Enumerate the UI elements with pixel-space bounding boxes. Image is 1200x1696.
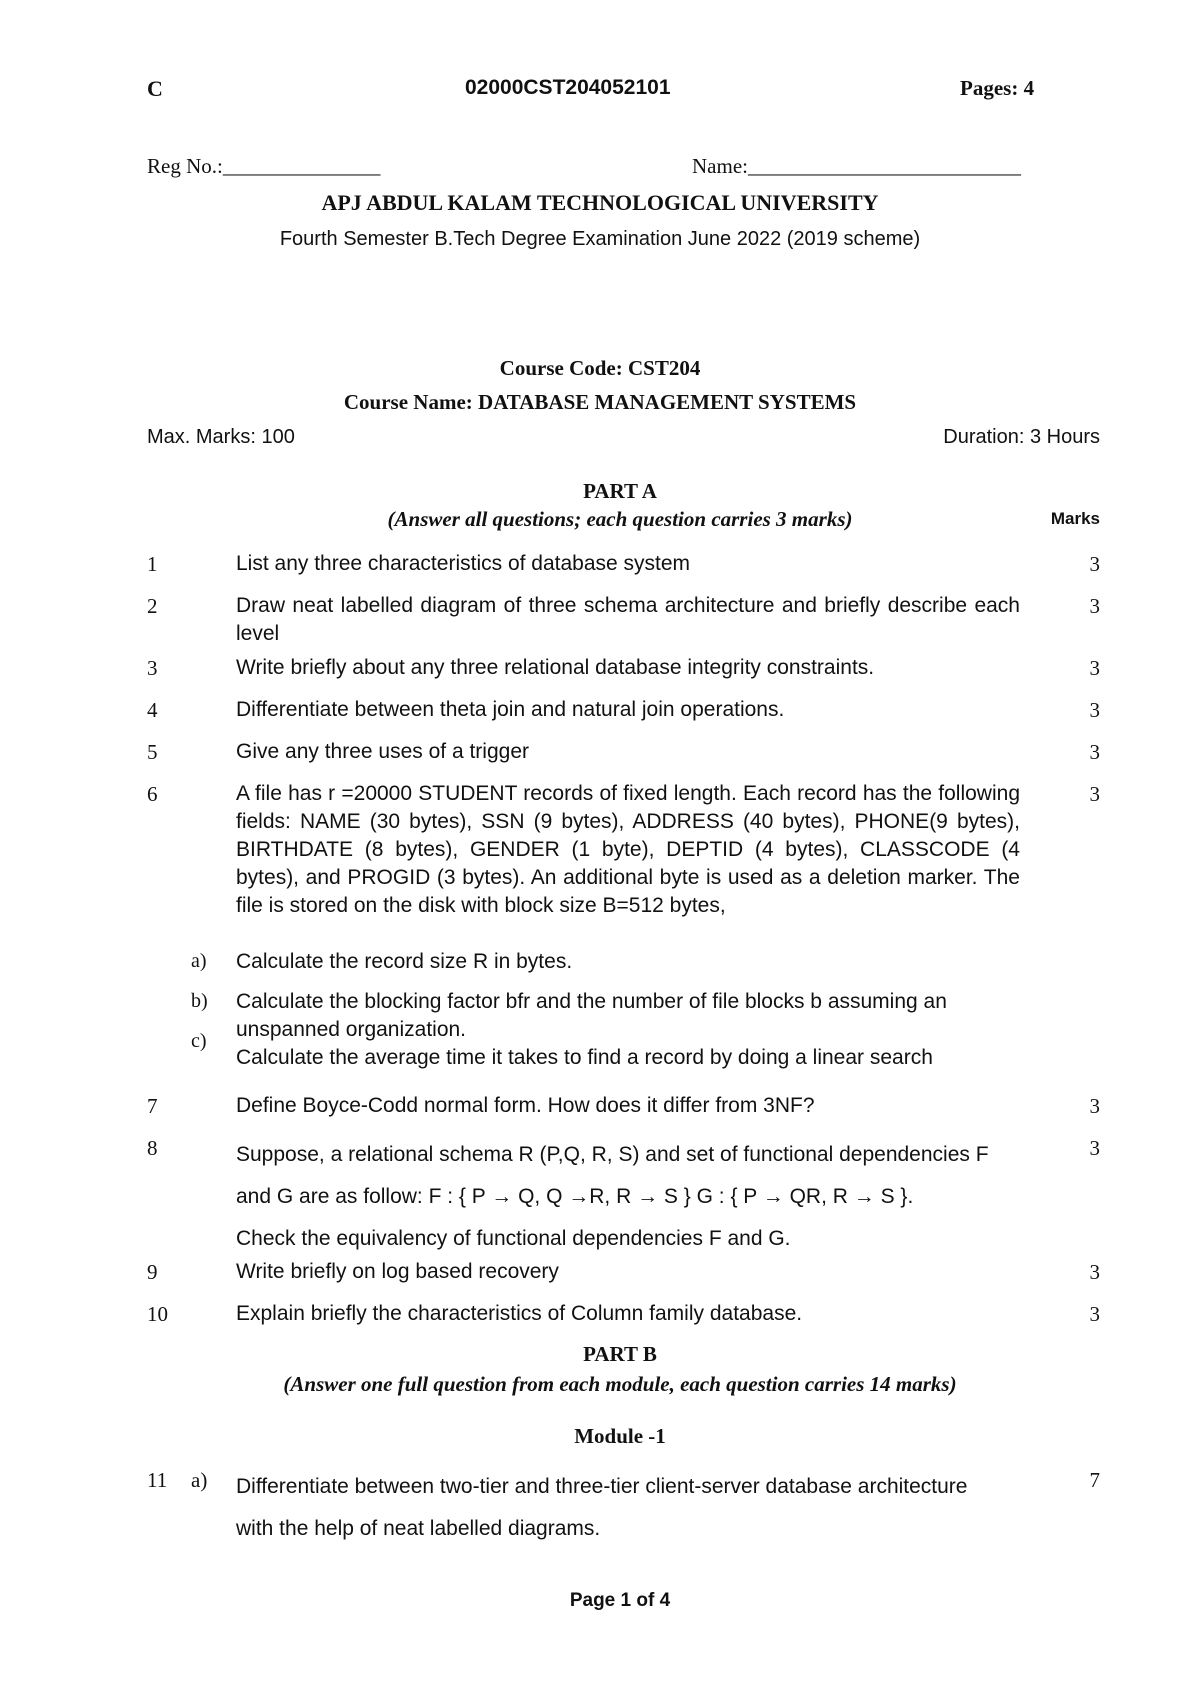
question-number: 4 [147, 698, 158, 722]
question-marks: 3 [1089, 656, 1100, 680]
question-text: Write briefly about any three relational database integrity constraints. [236, 656, 875, 679]
part-a-instruction: (Answer all questions; each question carries 3 marks) [387, 507, 853, 531]
course-name: Course Name: DATABASE MANAGEMENT SYSTEMS [343, 390, 857, 414]
question-number: 11 [147, 1468, 168, 1492]
question-text: Write briefly on log based recovery [236, 1260, 559, 1283]
paper-code: 02000CST204052101 [465, 76, 671, 99]
subquestion-line: Calculate the blocking factor bfr and the number of file blocks b assuming an [236, 990, 947, 1013]
question-marks: 3 [1089, 1302, 1100, 1326]
page-count: Pages: 4 [960, 76, 1035, 100]
question-marks: 3 [1089, 594, 1100, 618]
reg-no-field: Reg No.:_______________ [147, 154, 381, 178]
question-number: 7 [147, 1094, 158, 1118]
question-number: 10 [147, 1302, 168, 1326]
question-number: 6 [147, 782, 158, 806]
question-line: with the help of neat labelled diagrams. [236, 1517, 601, 1540]
max-marks: Max. Marks: 100 [147, 426, 295, 448]
question-line: Differentiate between two-tier and three-tier client-server database architecture [236, 1475, 968, 1498]
subquestion-text: Calculate the record size R in bytes. [236, 950, 573, 973]
question-text: Differentiate between theta join and natural join operations. [236, 698, 785, 721]
course-code: Course Code: CST204 [499, 356, 701, 380]
question-text [236, 1466, 1026, 1550]
page-footer: Page 1 of 4 [569, 1590, 671, 1611]
subquestion-label: b) [191, 990, 208, 1012]
question-line: and G are as follow: F : { P → Q, Q →R, R → S } G : { P → QR, R → S }. [236, 1185, 914, 1208]
subquestion-line: unspanned organization. [236, 1018, 467, 1041]
question-number: 9 [147, 1260, 158, 1284]
question-marks: 3 [1089, 1094, 1100, 1118]
subquestion-text: Calculate the average time it takes to find a record by doing a linear search [236, 1046, 933, 1069]
question-marks: 3 [1089, 782, 1100, 806]
header-left-code: C [147, 76, 163, 101]
university-title: APJ ABDUL KALAM TECHNOLOGICAL UNIVERSITY [321, 190, 879, 215]
question-text: Explain briefly the characteristics of Column family database. [236, 1302, 803, 1325]
duration: Duration: 3 Hours [943, 426, 1100, 448]
part-a-title: PART A [583, 479, 657, 503]
question-text: Give any three uses of a trigger [236, 740, 529, 763]
subquestion-label: a) [191, 1468, 208, 1492]
question-text [236, 1134, 1026, 1260]
subquestion-label: c) [191, 1030, 207, 1052]
question-marks: 7 [1089, 1468, 1100, 1492]
name-field: Name:__________________________ [692, 154, 1021, 178]
question-number: 1 [147, 552, 158, 576]
question-marks: 3 [1089, 1136, 1100, 1160]
question-text: Draw neat labelled diagram of three schema architecture and briefly describe each level [236, 594, 1020, 645]
marks-header: Marks [1050, 509, 1100, 528]
question-number: 2 [147, 594, 158, 618]
question-number: 8 [147, 1136, 158, 1160]
question-number: 5 [147, 740, 158, 764]
part-b-title: PART B [583, 1342, 657, 1366]
question-line: Check the equivalency of functional dependencies F and G. [236, 1227, 791, 1250]
question-marks: 3 [1089, 1260, 1100, 1284]
module-title: Module -1 [574, 1424, 666, 1448]
question-line: Suppose, a relational schema R (P,Q, R, S) and set of functional dependencies F [236, 1143, 989, 1166]
question-marks: 3 [1089, 698, 1100, 722]
question-text: List any three characteristics of database system [236, 552, 691, 575]
part-b-instruction: (Answer one full question from each module, each question carries 14 marks) [283, 1372, 957, 1396]
subquestion-label: a) [191, 950, 207, 972]
question-marks: 3 [1089, 552, 1100, 576]
question-text: Define Boyce-Codd normal form. How does it differ from 3NF? [236, 1094, 815, 1117]
question-text: A file has r =20000 STUDENT records of fixed length. Each record has the following fields: NAME (30 bytes), SSN (9 bytes), ADDRESS (40 bytes), PHONE(9 bytes), BIRTHDATE (8 bytes), GENDER (1 byte), DEPTID (4 bytes), CLASSCODE (4 bytes), and PROGID (3 bytes). An additional byte is used as a deletion marker. The file is stored on the disk with block size B=512 bytes, [236, 782, 1020, 917]
question-marks: 3 [1089, 740, 1100, 764]
subquestion-text [236, 988, 1026, 1044]
exam-title: Fourth Semester B.Tech Degree Examination June 2022 (2019 scheme) [279, 228, 921, 250]
question-number: 3 [147, 656, 158, 680]
